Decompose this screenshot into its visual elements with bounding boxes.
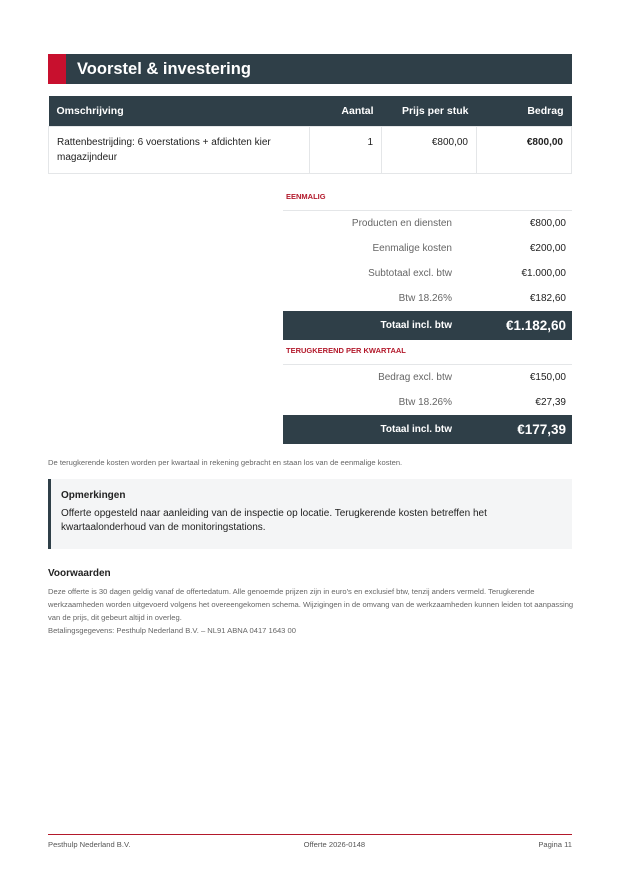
summary-row-value: €182,60 xyxy=(529,293,566,304)
summary-row-label: Eenmalige kosten xyxy=(372,243,452,254)
summary-row-value: €1.000,00 xyxy=(521,268,566,279)
payment-details: Betalingsgegevens: Pesthulp Nederland B.V. – NL91 ABNA 0417 1643 00 xyxy=(48,626,296,635)
row-description: Rattenbestrijding: 6 voerstations + afdichten kier magazijndeur xyxy=(49,127,310,174)
footer-reference: Offerte 2026-0148 xyxy=(303,840,366,849)
one-time-label-wrap xyxy=(283,192,572,211)
footer-company: Pesthulp Nederland B.V. xyxy=(48,840,131,849)
one-time-total xyxy=(283,311,572,340)
header-unit-price: Prijs per stuk xyxy=(382,96,477,127)
section-accent-bar xyxy=(48,54,66,84)
section-title: Voorstel & investering xyxy=(77,59,251,78)
remarks-box xyxy=(48,479,572,549)
recurring-total xyxy=(283,415,572,444)
recurring-label-wrap xyxy=(283,346,572,365)
header-quantity: Aantal xyxy=(310,96,382,127)
summary-row xyxy=(283,236,572,261)
recurring-summary xyxy=(283,346,572,444)
one-time-label: EENMALIG xyxy=(286,192,326,201)
summary-row-label: Btw 18.26% xyxy=(398,397,452,408)
page-footer xyxy=(48,834,572,849)
section-header xyxy=(48,54,572,84)
row-quantity: 1 xyxy=(310,127,382,174)
summary-row-label: Btw 18.26% xyxy=(398,293,452,304)
row-amount: €800,00 xyxy=(477,127,572,174)
summary-row-value: €27,39 xyxy=(535,397,566,408)
summary-row xyxy=(283,286,572,311)
terms-heading: Voorwaarden xyxy=(48,568,111,579)
summary-row-label: Producten en diensten xyxy=(351,218,452,229)
one-time-total-value: €1.182,60 xyxy=(505,318,566,333)
header-amount: Bedrag xyxy=(477,96,572,127)
table-header-row xyxy=(49,96,572,127)
summary-row-value: €800,00 xyxy=(529,218,566,229)
summary-row xyxy=(283,365,572,390)
recurring-note: De terugkerende kosten worden per kwartaal in rekening gebracht en staan los van de eenmalige kosten. xyxy=(48,458,403,467)
summary-row-value: €150,00 xyxy=(529,372,566,383)
recurring-total-label: Totaal incl. btw xyxy=(380,424,452,435)
summary-row-label: Subtotaal excl. btw xyxy=(368,268,452,279)
one-time-total-label: Totaal incl. btw xyxy=(380,320,452,331)
footer-page-number: Pagina 11 xyxy=(538,840,572,849)
remarks-body: Offerte opgesteld naar aanleiding van de inspectie op locatie. Terugkerende kosten betreffen het kwartaalonderhoud van de monitoringstations. xyxy=(61,508,487,533)
summary-row xyxy=(283,211,572,236)
summary-row-value: €200,00 xyxy=(529,243,566,254)
line-items-table xyxy=(48,96,572,174)
summary-row xyxy=(283,261,572,286)
row-unit-price: €800,00 xyxy=(382,127,477,174)
recurring-total-value: €177,39 xyxy=(517,422,566,437)
recurring-label: TERUGKEREND PER KWARTAAL xyxy=(286,346,406,355)
terms-body: Deze offerte is 30 dagen geldig vanaf de offertedatum. Alle genoemde prijzen zijn in euro's en exclusief btw, tenzij anders vermeld. Terugkerende werkzaamheden worden uitgevoerd volgens het overeengekomen schema. Wijzigingen in de omvang van de werkzaamheden kunnen leiden tot aanpassing van de prijs, dit gebeurt altijd in overleg. xyxy=(48,587,574,622)
summary-row xyxy=(283,390,572,415)
summary-row-label: Bedrag excl. btw xyxy=(378,372,452,383)
header-description: Omschrijving xyxy=(49,96,310,127)
one-time-summary xyxy=(283,192,572,340)
table-row xyxy=(49,127,572,174)
remarks-heading: Opmerkingen xyxy=(61,490,126,501)
